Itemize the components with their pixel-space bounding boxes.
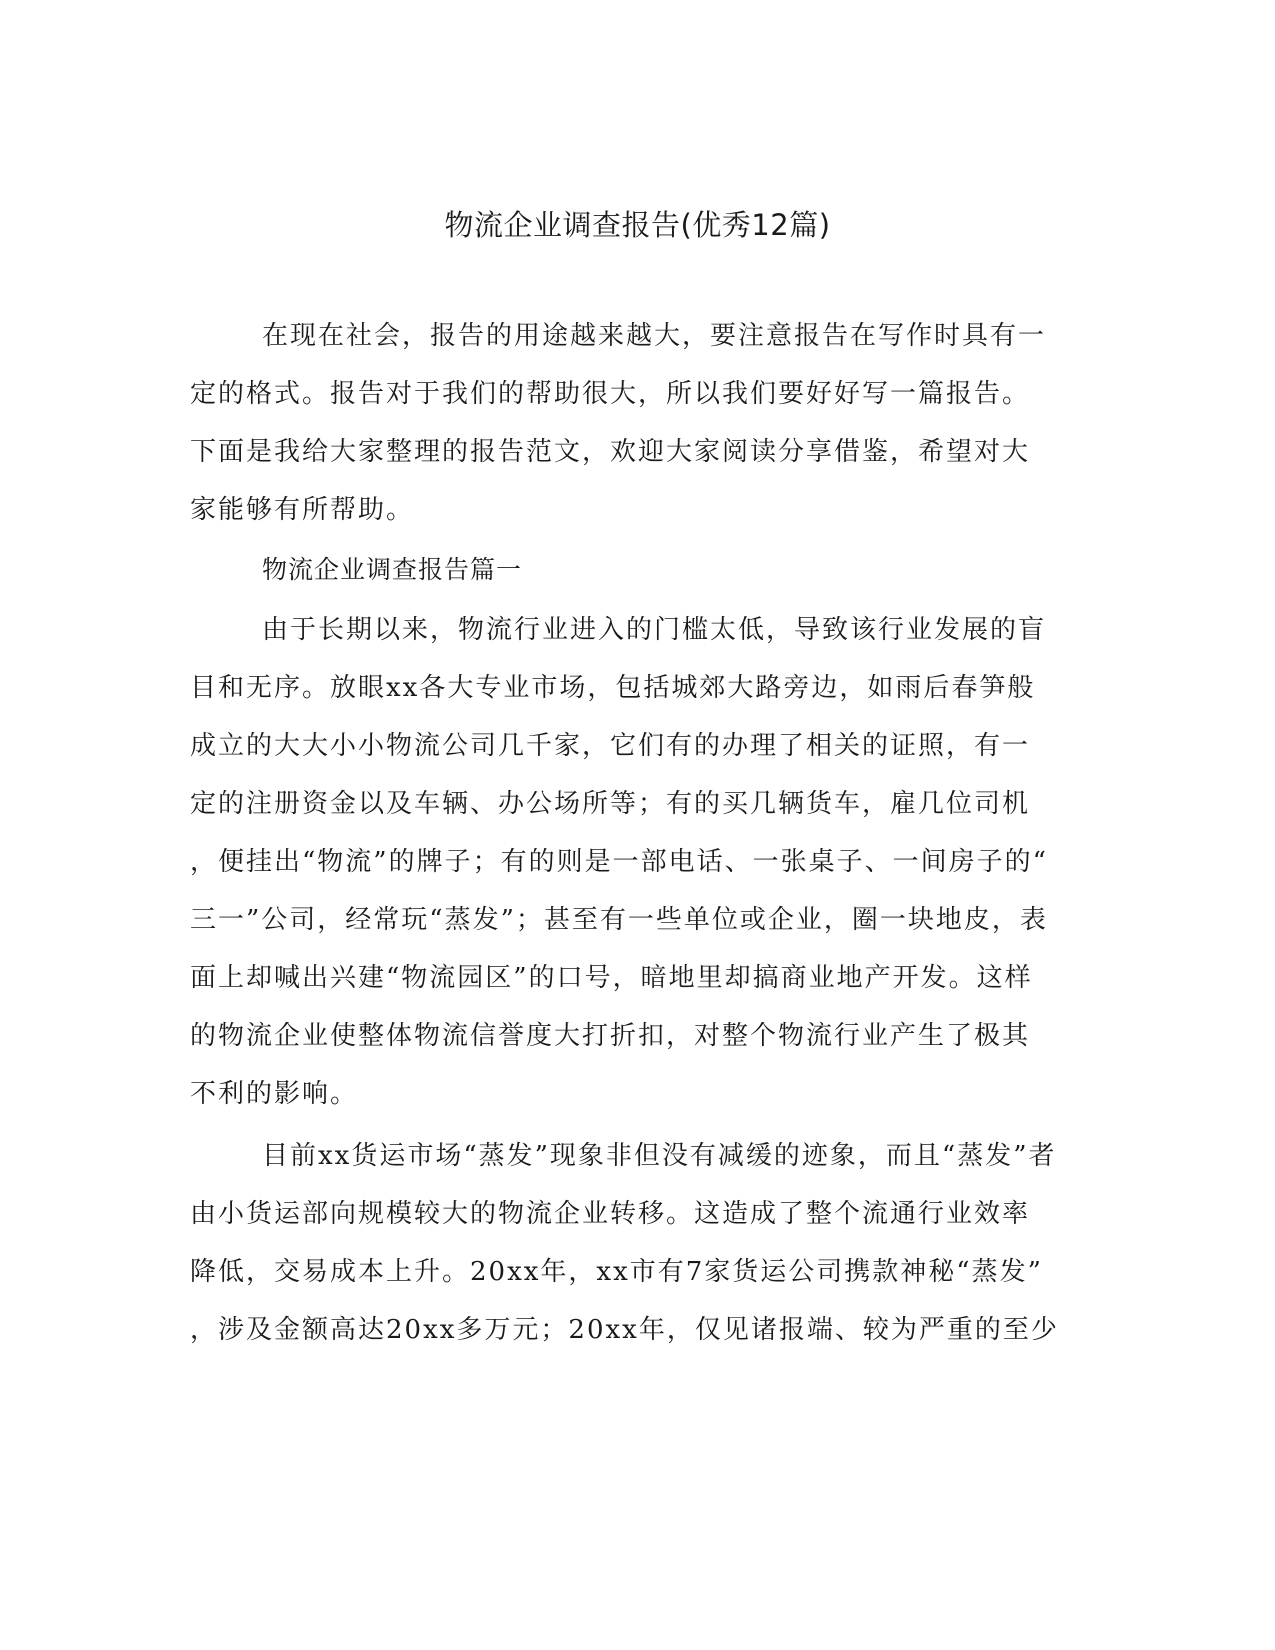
paragraph-line: 面上却喊出兴建“物流园区”的口号，暗地里却搞商业地产开发。这样 <box>190 963 1033 993</box>
paragraph-line: 目和无序。放眼xx各大专业市场，包括城郊大路旁边，如雨后春笋般 <box>190 673 1036 703</box>
paragraph-line: 不利的影响。 <box>190 1079 359 1109</box>
intro-line: 家能够有所帮助。 <box>190 495 415 525</box>
intro-line: 在现在社会，报告的用途越来越大，要注意报告在写作时具有一 <box>262 321 1047 351</box>
paragraph-line: 成立的大大小小物流公司几千家，它们有的办理了相关的证照，有一 <box>190 731 1031 761</box>
paragraph-line: ，便挂出“物流”的牌子；有的则是一部电话、一张桌子、一间房子的“ <box>190 847 1048 877</box>
paragraph-line: 定的注册资金以及车辆、办公场所等；有的买几辆货车，雇几位司机 <box>190 789 1031 819</box>
intro-line: 下面是我给大家整理的报告范文，欢迎大家阅读分享借鉴，希望对大 <box>190 437 1031 467</box>
paragraph-line: 三一”公司，经常玩“蒸发”；甚至有一些单位或企业，圈一块地皮，表 <box>190 905 1048 935</box>
paragraph-line: 的物流企业使整体物流信誉度大打折扣，对整个物流行业产生了极其 <box>190 1021 1031 1051</box>
paragraph-line: 目前xx货运市场“蒸发”现象非但没有减缓的迹象，而且“蒸发”者 <box>262 1141 1057 1171</box>
paragraph-line: 由小货运部向规模较大的物流企业转移。这造成了整个流通行业效率 <box>190 1199 1031 1229</box>
paragraph-line: 由于长期以来，物流行业进入的门槛太低，导致该行业发展的盲 <box>262 615 1047 645</box>
section-heading: 物流企业调查报告篇一 <box>262 555 523 584</box>
intro-line: 定的格式。报告对于我们的帮助很大，所以我们要好好写一篇报告。 <box>190 379 1031 409</box>
paragraph-line: ，涉及金额高达20xx多万元；20xx年，仅见诸报端、较为严重的至少 <box>190 1315 1059 1345</box>
paragraph-line: 降低，交易成本上升。20xx年，xx市有7家货运公司携款神秘“蒸发” <box>190 1257 1043 1287</box>
document-title: 物流企业调查报告(优秀12篇) <box>444 208 831 242</box>
